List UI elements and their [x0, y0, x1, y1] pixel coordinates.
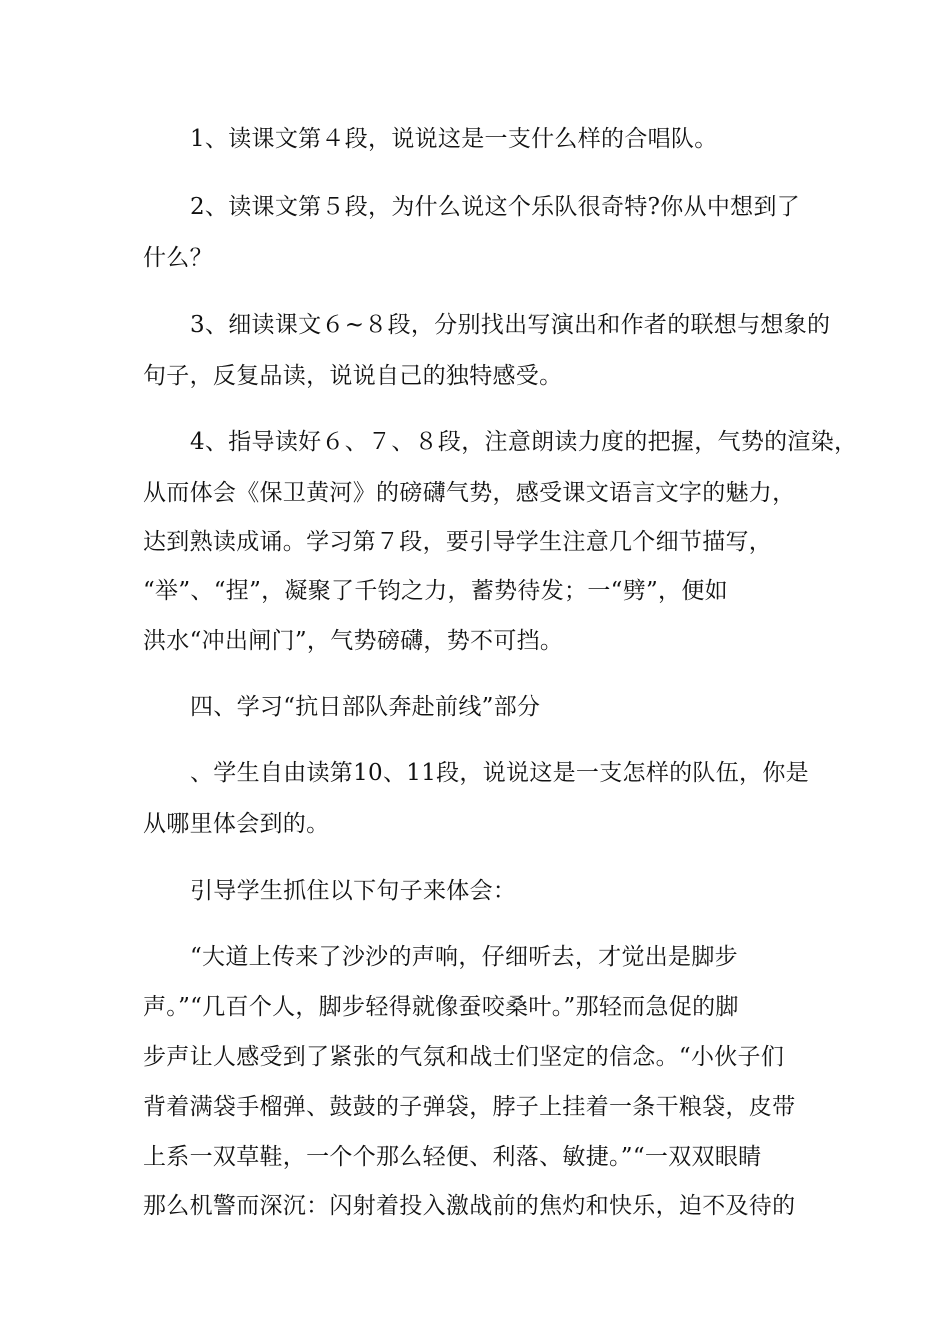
paragraph-line: “举”、“捏”，凝聚了千钧之力，蓄势待发；一“劈”，便如 [143, 578, 728, 604]
paragraph-line: 什么？ [143, 245, 213, 271]
paragraph-line: 从哪里体会到的。 [143, 811, 330, 837]
paragraph-line: 3、细读课文６~８段，分别找出写演出和作者的联想与想象的 [190, 312, 831, 338]
paragraph-line: 背着满袋手榴弹、鼓鼓的子弹袋，脖子上挂着一条干粮袋，皮带 [143, 1094, 796, 1120]
paragraph-line: “大道上传来了沙沙的声响，仔细听去，才觉出是脚步 [190, 944, 738, 970]
paragraph-line: 引导学生抓住以下句子来体会： [190, 878, 517, 904]
paragraph-line: 那么机警而深沉：闪射着投入激战前的焦灼和快乐，迫不及待的 [143, 1193, 796, 1219]
paragraph-line: 从而体会《保卫黄河》的磅礴气势，感受课文语言文字的魅力， [143, 480, 796, 506]
paragraph-line: 达到熟读成诵。学习第７段，要引导学生注意几个细节描写， [143, 529, 773, 555]
section-heading: 四、学习“抗日部队奔赴前线”部分 [190, 694, 541, 720]
paragraph-line: 、学生自由读第10、11段，说说这是一支怎样的队伍，你是 [190, 760, 809, 786]
paragraph-line: 步声让人感受到了紧张的气氛和战士们坚定的信念。“小伙子们 [143, 1044, 785, 1070]
paragraph-line: 声。”“几百个人，脚步轻得就像蚕咬桑叶。”那轻而急促的脚 [143, 994, 739, 1020]
paragraph-line: 4、指导读好６、７、８段，注意朗读力度的把握，气势的渲染， [190, 429, 858, 455]
paragraph-line: 上系一双草鞋，一个个那么轻便、利落、敏捷。”“一双双眼睛 [143, 1144, 762, 1170]
paragraph-line: 1、读课文第４段，说说这是一支什么样的合唱队。 [190, 126, 718, 152]
paragraph-line: 洪水“冲出闸门”，气势磅礴，势不可挡。 [143, 628, 564, 654]
paragraph-line: 2、读课文第５段，为什么说这个乐队很奇特?你从中想到了 [190, 194, 801, 220]
paragraph-line: 句子，反复品读，说说自己的独特感受。 [143, 363, 563, 389]
